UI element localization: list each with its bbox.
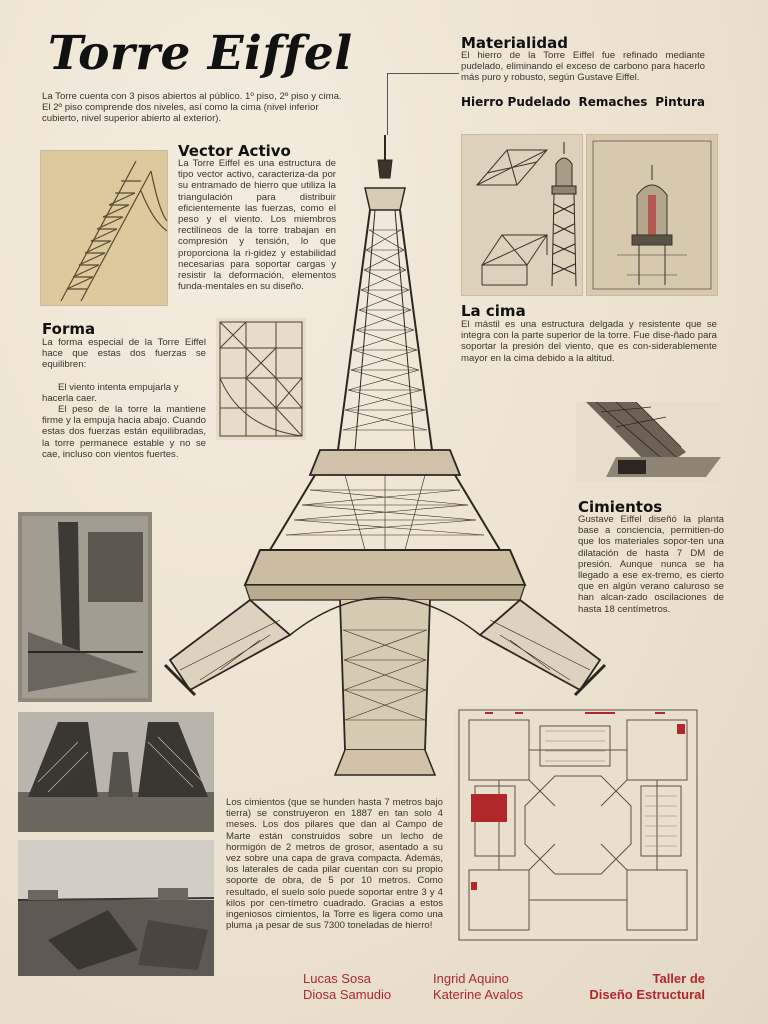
foundation-render-image [576,402,721,482]
summit-elevation-drawing [544,134,584,294]
cimientos-history-text: Los cimientos (que se hunden hasta 7 metros bajo tierra) se construyeron en 1887 en tan solo 4 meses. Los dos pilares que dan al Campo de Marte están construidos sobre un lecho de hormigón de 2 metros de grosor, asentado a su vez sobre una capa de grava compacta. Además, los laterales de cada pilar cuentan con su propio soporte de obra, de 5 por 10 metros. Como resultado, el suelo solo puede soportar entre 3 y 4 kilos por cen-tímetro cuadrado. Gracias a estos ingeniosos cimientos, la Torre es ligera como una pluma ¡a pesar de sus 7300 toneladas de hierro! [226,797,443,932]
tag-pintura: Pintura [655,95,705,109]
vector-activo-heading: Vector Activo [178,142,291,160]
construction-photo-2 [18,712,214,832]
intro-text: La Torre cuenta con 3 pisos abiertos al público. 1º piso, 2º piso y cima. El 2º piso comprende dos niveles, así como la cima (nivel inferior cubierto, nivel superior abierto al exterior). [42,91,342,125]
credits-col-1 [303,971,391,1003]
lighthouse-blueprint [586,134,718,296]
cimientos-text: Gustave Eiffel diseñó la planta base a conciencia, permitien-do que los materiales sopor-ten una dilatación de hasta 7 DM de presión. Aunque nunca se ha llegado a ese ex-tremo, es cierto que en algún verano caluroso se han alcan-zado oscilaciones de hasta 18 centímetros. [578,514,724,615]
credits-col-2 [433,971,523,1003]
foundation-floor-plan [455,706,701,944]
la-cima-heading: La cima [461,302,526,320]
forma-text-3: El peso de la torre la mantiene firme y la empuja hacia abajo. Cuando estas dos fuerzas están equilibradas, la torre permanece estable y no se cae, incluso con vientos fuertes. [42,404,206,460]
course-line-2: Diseño Estructural [589,987,705,1002]
vector-activo-text: La Torre Eiffel es una estructura de tipo vector activo, caracteriza-da por su entramado de hierro que utiliza la triangulación para distribuir eficientemente las fuerzas, como el peso y el viento. Los miembros rectilíneos de la torre trabajan en compresión y tensión, lo que proporciona la ri-gidez y estabilidad necesarias para soportar cargas y resistir la deformación, elementos funda-mentales en su diseño. [178,158,336,293]
materialidad-heading: Materialidad [461,34,568,52]
author-name: Katerine Avalos [433,987,524,1002]
page-title: Torre Eiffel [48,26,353,81]
author-name: Lucas Sosa [303,971,371,986]
construction-photo-1 [18,512,152,702]
forma-heading: Forma [42,320,96,338]
la-cima-text: El mástil es una estructura delgada y resistente que se integra con la parte superior de la torre. Fue dise-ñado para soportar la presión del viento, que es con-siderablemente mayor en la cima debido a la altitud. [461,319,717,364]
materialidad-text: El hierro de la Torre Eiffel fue refinado mediante pudelado, eliminando el exceso de carbono para hacerlo más puro y robusto, según Gustave Eiffel. [461,50,705,84]
cimientos-heading: Cimientos [578,498,663,516]
tag-hierro: Hierro Pudelado [461,95,571,109]
course-name [560,971,705,1003]
forma-text-1: La forma especial de la Torre Eiffel hace que estas dos fuerzas se equilibren: [42,337,206,371]
author-name: Diosa Samudio [303,987,392,1002]
materials-tag-list [461,95,705,109]
connector-line [387,73,459,74]
tag-remaches: Remaches [578,95,648,109]
truss-drawing-image [40,150,168,306]
author-name: Ingrid Aquino [433,971,509,986]
forma-text-2: El viento intenta empujarla y hacerla caer. [42,382,179,405]
construction-photo-3 [18,840,214,976]
course-line-1: Taller de [652,971,705,986]
connector-line-vertical [387,73,388,135]
